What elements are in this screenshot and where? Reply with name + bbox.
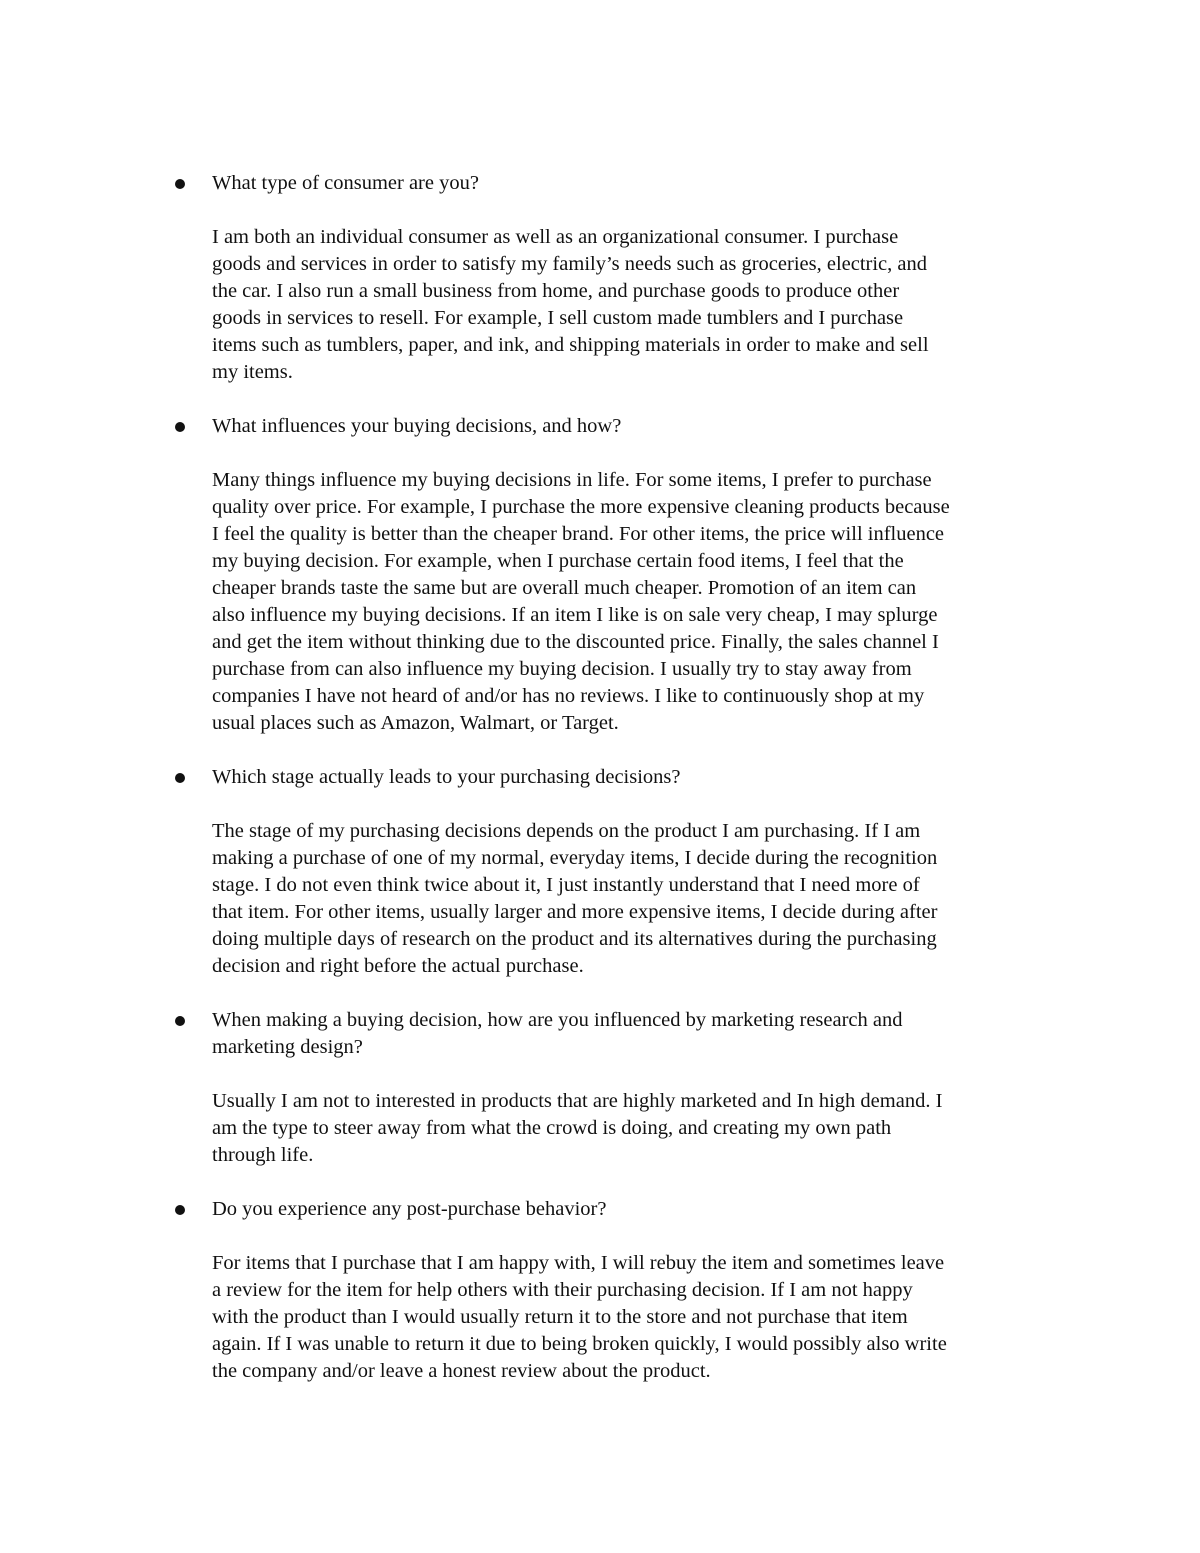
list-item bbox=[0, 413, 1200, 737]
list-item bbox=[0, 170, 1200, 386]
bullet-icon bbox=[175, 179, 185, 189]
question-text: Which stage actually leads to your purchasing decisions? bbox=[212, 766, 681, 788]
list-item bbox=[0, 1007, 1200, 1169]
question-text: What type of consumer are you? bbox=[212, 172, 479, 194]
answer-text: The stage of my purchasing decisions depends on the product I am purchasing. If I am making a purchase of one of my normal, everyday items, I decide during the recognition stage. I do not even think twice about it, I just instantly understand that I need more of that item. For other items, usually larger and more expensive items, I decide during after doing multiple days of research on the product and its alternatives during the purchasing decision and right before the actual purchase. bbox=[212, 820, 938, 977]
answer-text: I am both an individual consumer as well as an organizational consumer. I purchase goods and services in order to satisfy my family’s needs such as groceries, electric, and the car. I also run a small business from home, and purchase goods to produce other goods in services to resell. For example, I sell custom made tumblers and I purchase items such as tumblers, paper, and ink, and shipping materials in order to make and sell my items. bbox=[212, 226, 929, 383]
question-list bbox=[0, 170, 1200, 1412]
question-text: When making a buying decision, how are you influenced by marketing research and marketing design? bbox=[212, 1009, 903, 1058]
question-text: Do you experience any post-purchase behavior? bbox=[212, 1198, 607, 1220]
answer-text: For items that I purchase that I am happy with, I will rebuy the item and sometimes leave a review for the item for help others with their purchasing decision. If I am not happy with the product than I would usually return it to the store and not purchase that item again. If I was unable to return it due to being broken quickly, I would possibly also write the company and/or leave a honest review about the product. bbox=[212, 1252, 947, 1382]
list-item bbox=[0, 1196, 1200, 1385]
bullet-icon bbox=[175, 1205, 185, 1215]
question-text: What influences your buying decisions, and how? bbox=[212, 415, 622, 437]
answer-text: Usually I am not to interested in products that are highly marketed and In high demand. I am the type to steer away from what the crowd is doing, and creating my own path through life. bbox=[212, 1090, 943, 1166]
bullet-icon bbox=[175, 422, 185, 432]
bullet-icon bbox=[175, 773, 185, 783]
list-item bbox=[0, 764, 1200, 980]
answer-text: Many things influence my buying decisions in life. For some items, I prefer to purchase quality over price. For example, I purchase the more expensive cleaning products because I feel the quality is better than the cheaper brand. For other items, the price will influence my buying decision. For example, when I purchase certain food items, I feel that the cheaper brands taste the same but are overall much cheaper. Promotion of an item can also influence my buying decisions. If an item I like is on sale very cheap, I may splurge and get the item without thinking due to the discounted price. Finally, the sales channel I purchase from can also influence my buying decision. I usually try to stay away from companies I have not heard of and/or has no reviews. I like to continuously shop at my usual places such as Amazon, Walmart, or Target. bbox=[212, 469, 950, 734]
bullet-icon bbox=[175, 1016, 185, 1026]
